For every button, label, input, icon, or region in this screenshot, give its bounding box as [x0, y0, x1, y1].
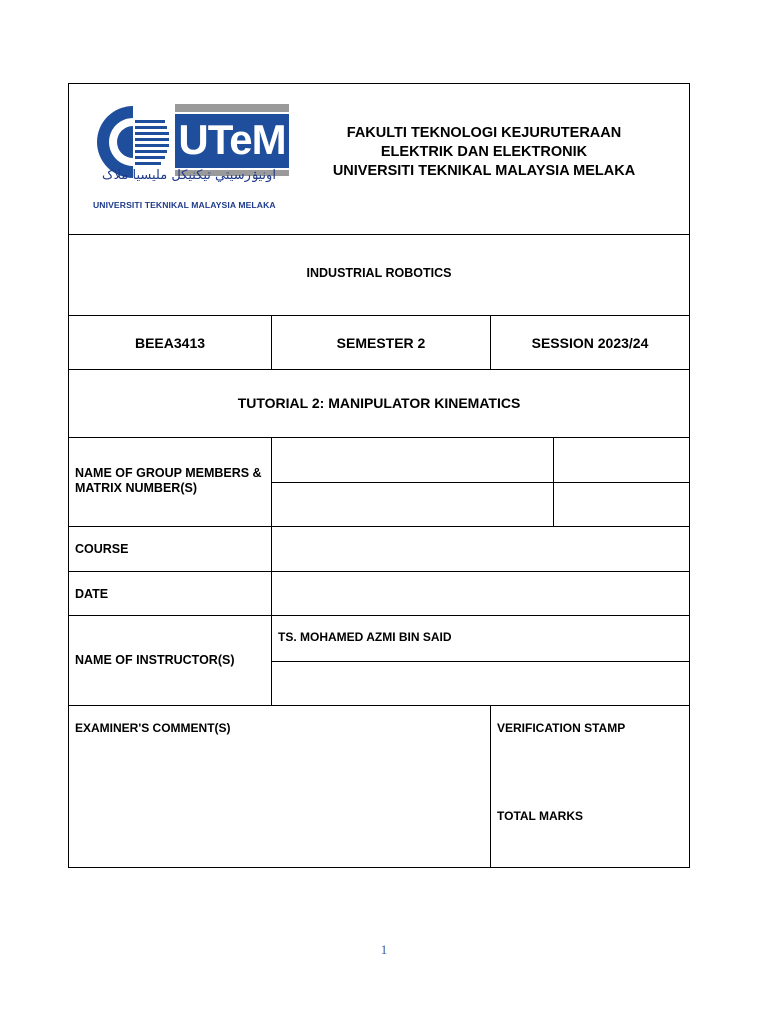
- utem-brand-text: UTeM: [178, 116, 286, 163]
- faculty-heading: [299, 124, 669, 181]
- course-row: [69, 527, 689, 572]
- cover-form: [68, 83, 690, 868]
- header-row: [69, 84, 689, 235]
- semester-cell: [272, 316, 490, 369]
- examiner-comment-field[interactable]: [69, 740, 489, 866]
- instructor-name: TS. MOHAMED AZMI BIN SAID: [278, 630, 452, 644]
- tutorial-title: TUTORIAL 2: MANIPULATOR KINEMATICS: [237, 394, 521, 411]
- comments-row: [69, 706, 689, 867]
- course-info-row: [69, 316, 689, 370]
- examiner-comment-label: EXAMINER'S COMMENT(S): [75, 721, 231, 735]
- member-name-field-1[interactable]: [272, 438, 553, 482]
- group-members-label-line-1: NAME OF GROUP MEMBERS &: [75, 466, 262, 480]
- verification-stamp-label: VERIFICATION STAMP: [497, 721, 626, 735]
- member-name-field-2[interactable]: [272, 483, 553, 526]
- date-row: [69, 572, 689, 616]
- session: SESSION 2023/24: [531, 334, 649, 351]
- group-members-label: [75, 466, 262, 496]
- utem-logo: [91, 94, 291, 214]
- semester: SEMESTER 2: [336, 334, 426, 351]
- member-matrix-field-1[interactable]: [554, 438, 689, 482]
- faculty-line-3: UNIVERSITI TEKNIKAL MALAYSIA MELAKA: [332, 163, 636, 179]
- course-field[interactable]: [272, 527, 689, 571]
- instructor-row: [69, 616, 689, 706]
- faculty-line-1: FAKULTI TEKNOLOGI KEJURUTERAAN: [346, 125, 622, 141]
- course-title-row: [69, 235, 689, 316]
- instructor-field-2[interactable]: [272, 662, 689, 705]
- date-field[interactable]: [272, 572, 689, 615]
- faculty-line-2: ELEKTRIK DAN ELEKTRONIK: [380, 144, 588, 160]
- course-label: COURSE: [75, 542, 129, 556]
- group-members-row: [69, 438, 689, 527]
- instructor-label: NAME OF INSTRUCTOR(S): [75, 653, 235, 667]
- tutorial-title-row: [69, 370, 689, 438]
- group-members-label-line-2: MATRIX NUMBER(S): [75, 481, 197, 495]
- course-title: INDUSTRIAL ROBOTICS: [306, 266, 452, 280]
- member-matrix-field-2[interactable]: [554, 483, 689, 526]
- page-number: 1: [380, 942, 388, 957]
- logo-jawi-script: اونيۏرسيتي تيکنيکل مليسيا ملاک: [102, 168, 276, 183]
- total-marks-label: TOTAL MARKS: [497, 809, 583, 823]
- session-cell: [491, 316, 689, 369]
- date-label: DATE: [75, 587, 109, 601]
- course-code: BEEA3413: [134, 334, 206, 351]
- course-code-cell: [69, 316, 271, 369]
- logo-caption: UNIVERSITI TEKNIKAL MALAYSIA MELAKA: [93, 200, 276, 210]
